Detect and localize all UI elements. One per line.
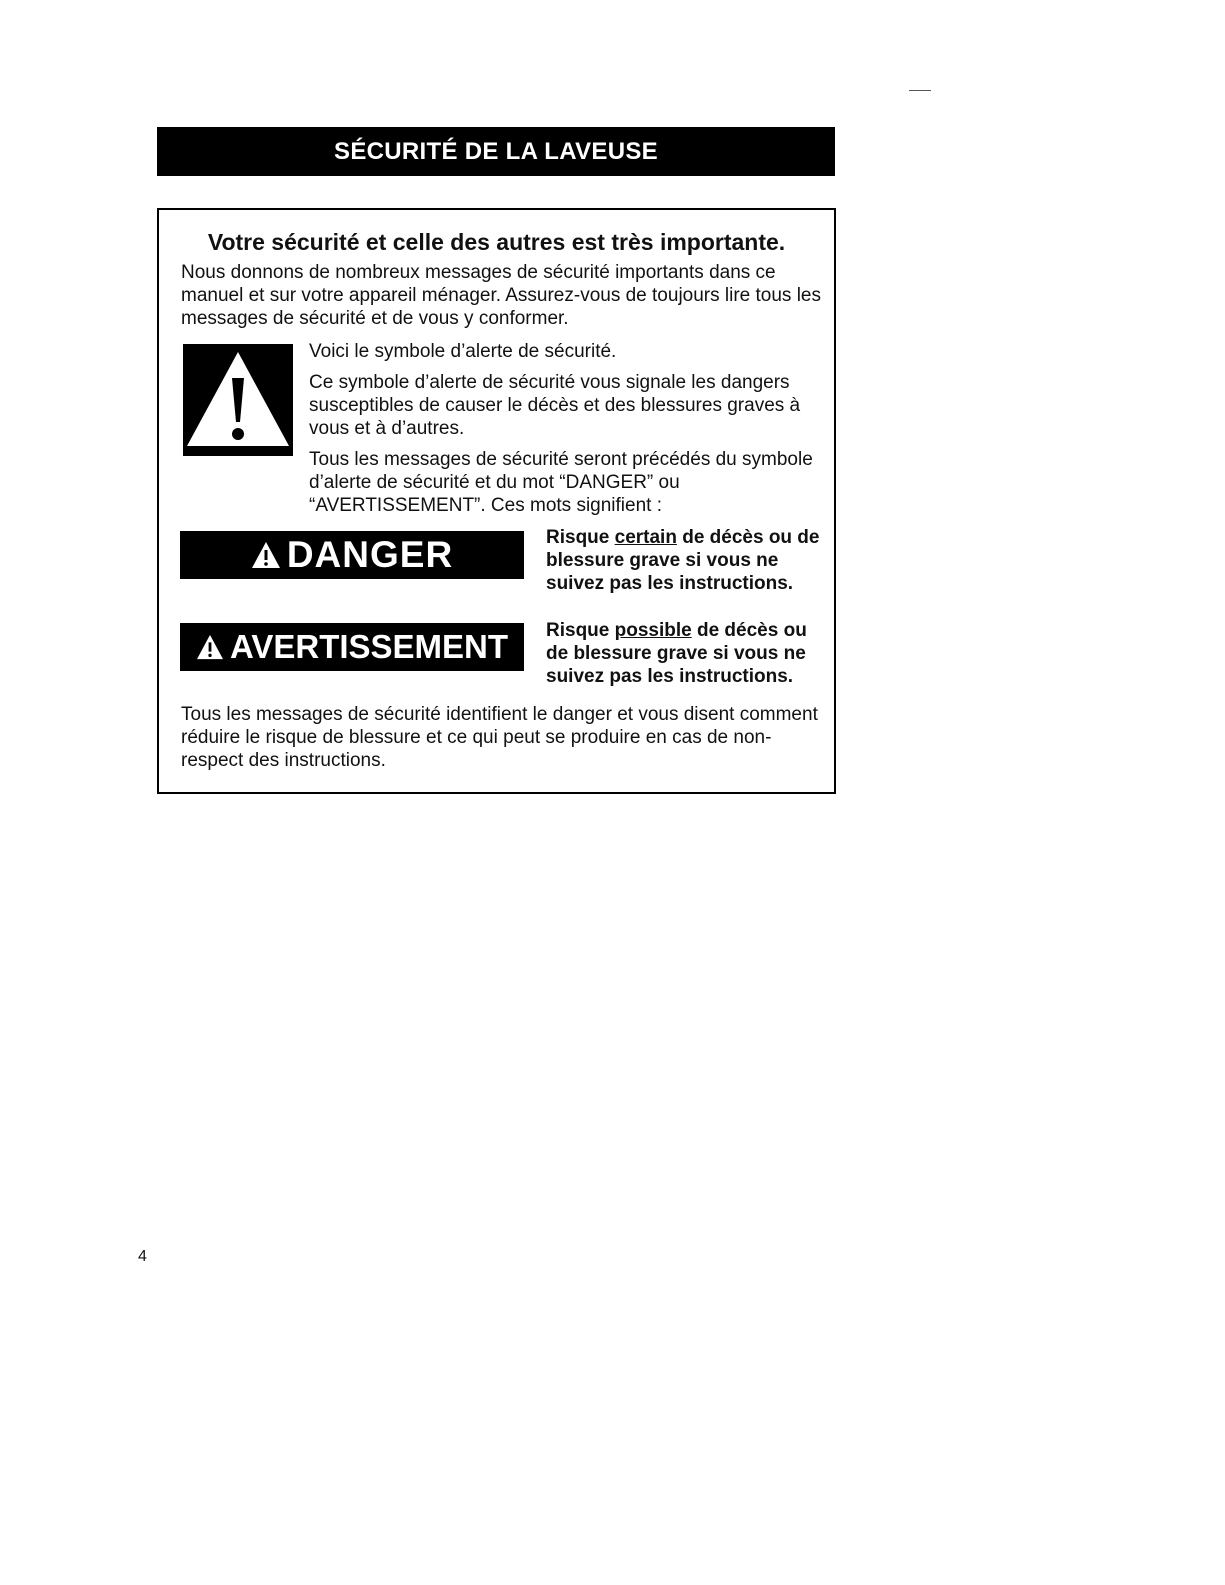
section-title (157, 127, 835, 176)
danger-risk-suffix: de décès ou de blessure grave si vous ne suivez pas les instructions. (546, 527, 820, 594)
alert-description (309, 340, 819, 525)
page-number: 4 (138, 1248, 147, 1265)
danger-risk-prefix: Risque (546, 527, 615, 548)
outro-text: Tous les messages de sécurité identifient le danger et vous disent comment réduire le risque de blessure et ce qui peut se produire en cas de non-respect des instructions. (181, 704, 818, 771)
safety-box (157, 208, 836, 794)
warning-risk-emphasis: possible (614, 620, 692, 641)
danger-label-text: DANGER (286, 534, 454, 575)
safety-alert-triangle-icon (183, 344, 293, 456)
alert-line-1: Voici le symbole d’alerte de sécurité. (309, 341, 617, 362)
warning-risk-suffix: de décès ou de blessure grave si vous ne suivez pas les instructions. (546, 620, 807, 687)
box-heading: Votre sécurité et celle des autres est très importante. (207, 229, 786, 255)
alert-line-2: Ce symbole d’alerte de sécurité vous signale les dangers susceptibles de causer le décès et des blessures graves à vous et à d’autres. (309, 372, 801, 439)
warning-risk-prefix: Risque (546, 620, 615, 641)
alert-line-3: Tous les messages de sécurité seront précédés du symbole d’alerte de sécurité et du mot “DANGER” ou “AVERTISSEMENT”. Ces mots signifient : (309, 449, 813, 516)
alert-triangle-icon (196, 634, 224, 660)
warning-signal-label (180, 623, 524, 671)
top-dash (909, 90, 931, 91)
danger-risk-emphasis: certain (614, 527, 677, 548)
warning-label-text: AVERTISSEMENT (229, 628, 509, 665)
alert-triangle-icon (251, 541, 281, 569)
intro-text: Nous donnons de nombreux messages de sécurité importants dans ce manuel et sur votre appareil ménager. Assurez-vous de toujours lire tous les messages de sécurité et de vous y conformer. (181, 262, 821, 329)
warning-risk-text (546, 619, 831, 688)
danger-risk-text (546, 526, 831, 595)
danger-signal-label (180, 531, 524, 579)
section-title-text: SÉCURITÉ DE LA LAVEUSE (334, 137, 658, 165)
